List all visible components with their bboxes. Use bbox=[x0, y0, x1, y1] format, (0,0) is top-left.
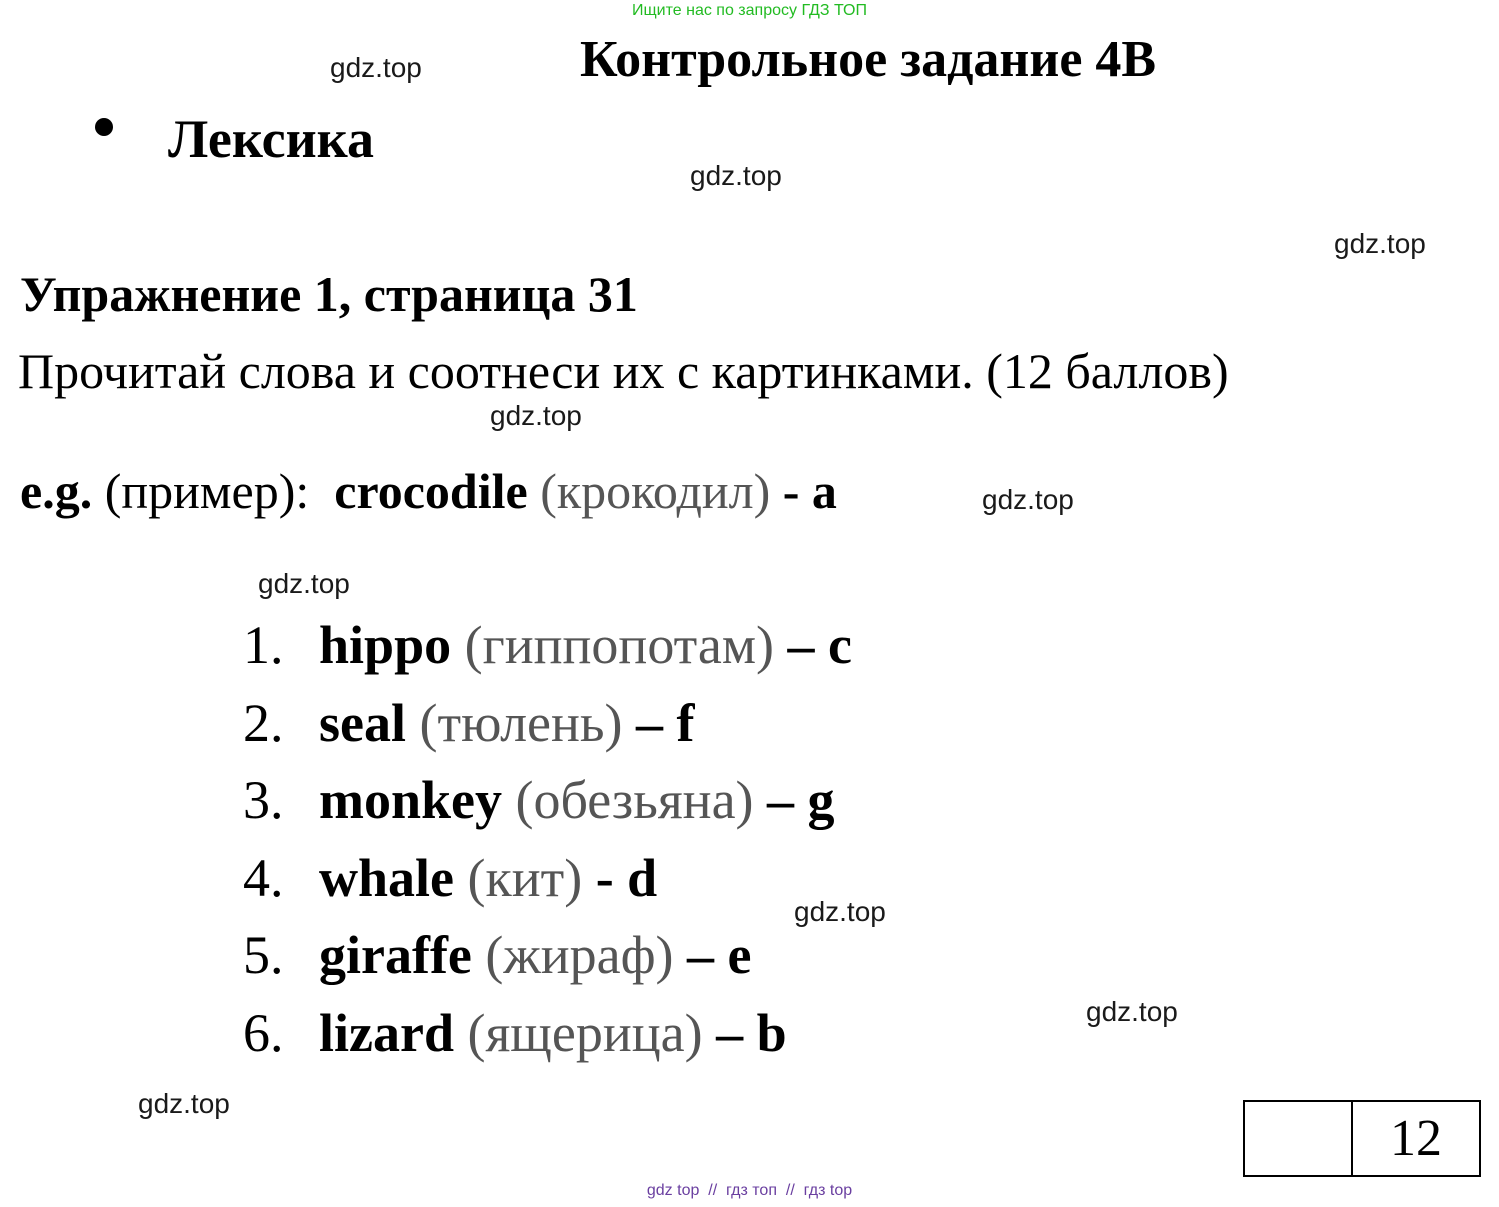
item-number: 1. bbox=[243, 615, 284, 675]
item-word: hippo bbox=[319, 615, 452, 675]
item-translation: (жираф) bbox=[471, 925, 688, 985]
item-answer: – c bbox=[787, 615, 852, 675]
watermark: gdz.top bbox=[490, 400, 582, 431]
watermark: gdz.top bbox=[794, 896, 886, 927]
example-prefix: e.g. bbox=[20, 463, 93, 519]
section-heading: Лексика bbox=[168, 109, 374, 169]
watermark: gdz.top bbox=[1334, 228, 1426, 259]
example-note: (пример): bbox=[92, 463, 335, 519]
list-item bbox=[243, 1000, 852, 1078]
score-box bbox=[1243, 1100, 1481, 1177]
item-answer: – f bbox=[636, 692, 695, 753]
watermark: gdz.top bbox=[1086, 996, 1178, 1027]
item-translation: (обезьяна) bbox=[502, 770, 768, 830]
item-word: lizard bbox=[319, 1002, 454, 1063]
example-line bbox=[20, 462, 837, 520]
item-word: giraffe bbox=[319, 925, 472, 985]
item-answer: – g bbox=[767, 770, 835, 830]
bullet-icon bbox=[95, 118, 113, 136]
item-translation: (кит) bbox=[454, 847, 596, 908]
item-number: 6. bbox=[243, 1002, 284, 1063]
watermark: gdz.top bbox=[982, 484, 1074, 515]
item-answer: – e bbox=[687, 925, 752, 985]
item-answer: – b bbox=[716, 1002, 787, 1063]
item-number: 3. bbox=[243, 770, 284, 830]
footer-links[interactable]: gdz top // гдз топ // гдз top bbox=[646, 1182, 853, 1199]
watermark: gdz.top bbox=[258, 568, 350, 599]
item-answer: - d bbox=[595, 847, 658, 908]
list-item bbox=[243, 922, 852, 1000]
list-item bbox=[243, 612, 852, 690]
item-number: 5. bbox=[243, 925, 284, 985]
list-item bbox=[243, 690, 852, 768]
score-value: 12 bbox=[1390, 1110, 1442, 1167]
item-translation: (тюлень) bbox=[406, 692, 637, 753]
list-item bbox=[243, 845, 852, 923]
score-empty-cell bbox=[1245, 1102, 1353, 1175]
exercise-heading: Упражнение 1, страница 31 bbox=[20, 266, 638, 322]
page-title: Контрольное задание 4B bbox=[580, 31, 1157, 88]
watermark: gdz.top bbox=[138, 1088, 230, 1119]
item-word: whale bbox=[319, 847, 454, 908]
item-number: 4. bbox=[243, 847, 284, 908]
instruction-text: Прочитай слова и соотнеси их с картинками. (12 баллов) bbox=[18, 343, 1229, 399]
item-translation: (ящерица) bbox=[453, 1002, 717, 1063]
item-word: monkey bbox=[319, 770, 503, 830]
watermark: gdz.top bbox=[330, 52, 422, 83]
answer-list bbox=[243, 612, 852, 1077]
example-translation: (крокодил) bbox=[527, 463, 783, 519]
watermark: gdz.top bbox=[690, 160, 782, 191]
example-answer: - a bbox=[782, 463, 837, 519]
top-banner[interactable]: Ищите нас по запросу ГДЗ ТОП bbox=[632, 2, 867, 19]
item-word: seal bbox=[319, 692, 406, 753]
item-translation: (гиппопотам) bbox=[451, 615, 788, 675]
item-number: 2. bbox=[243, 692, 284, 753]
list-item bbox=[243, 767, 852, 845]
example-word: crocodile bbox=[334, 463, 528, 519]
